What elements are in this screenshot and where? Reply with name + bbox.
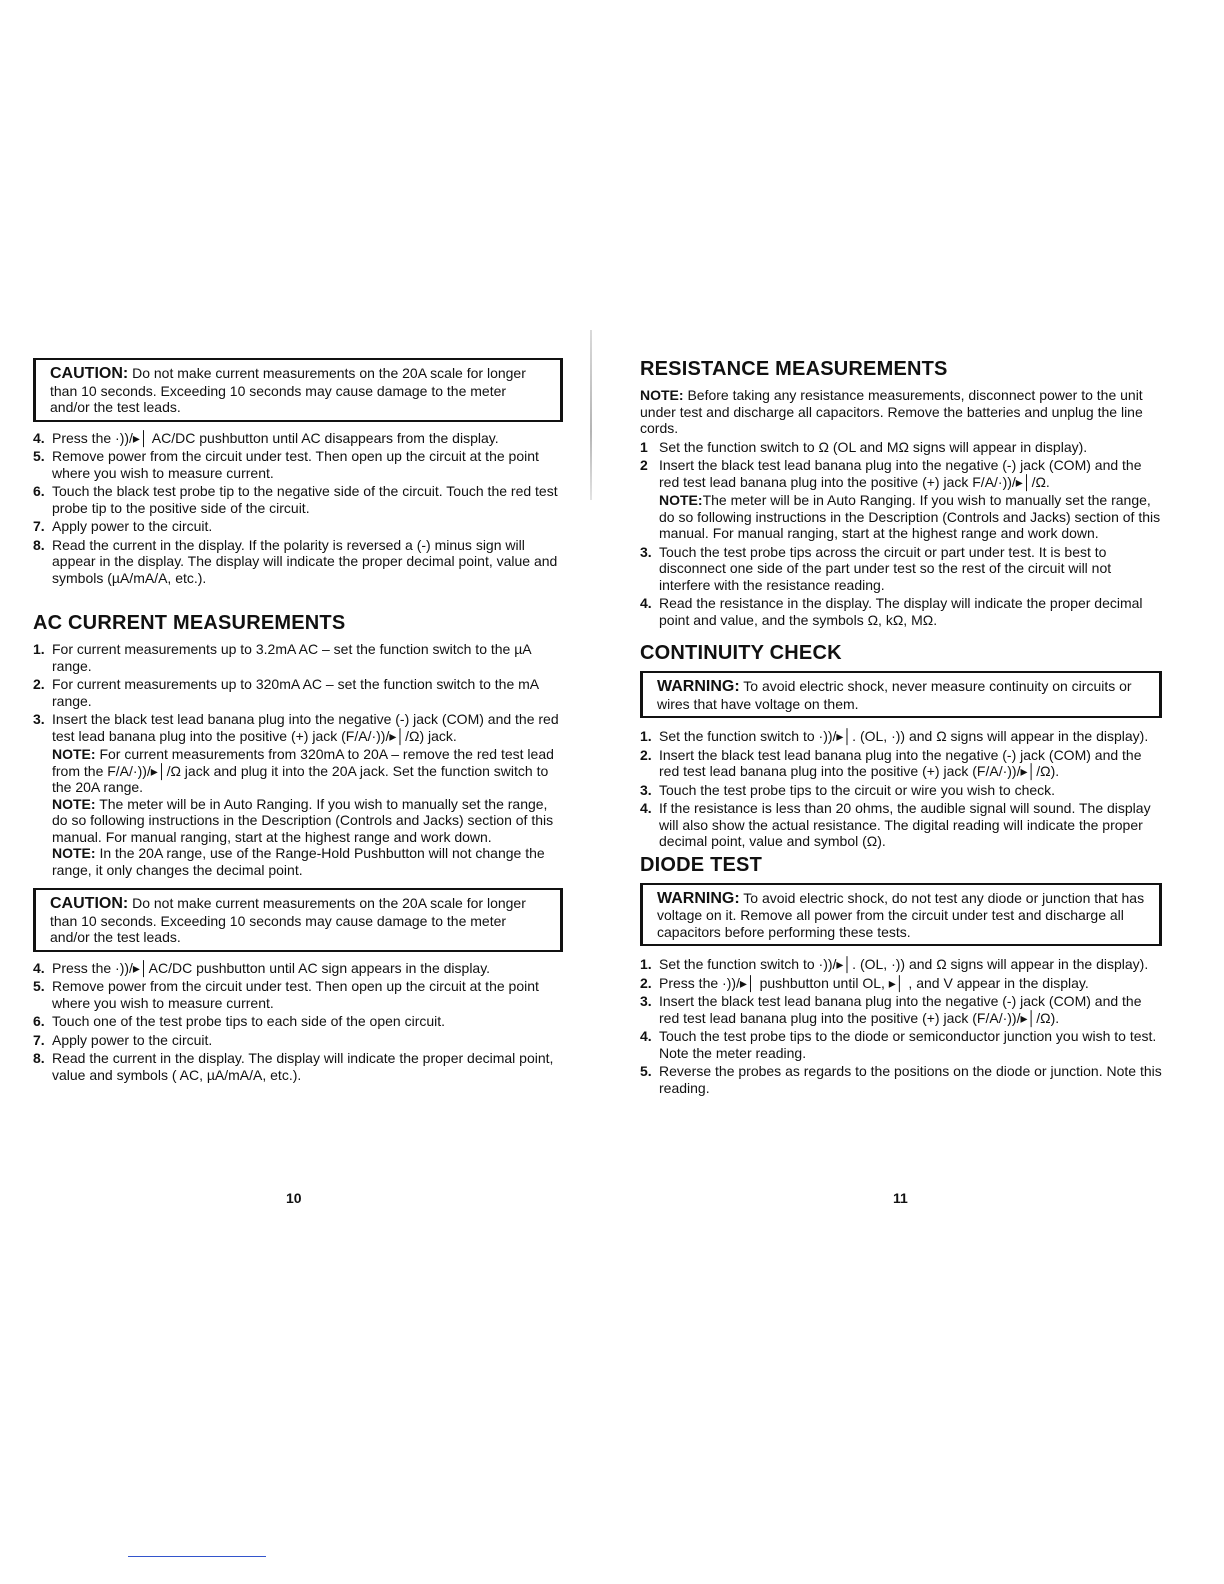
step-text: Insert the black test lead banana plug into the negative (-) jack (COM) and the red test lead banana plug into the positive (+) jack F/A/·))/▸│/Ω. — [659, 457, 1142, 490]
step-text: Touch one of the test probe tips to each side of the open circuit. — [52, 1013, 446, 1029]
step-item — [33, 1013, 563, 1030]
step-item — [640, 800, 1162, 850]
step-text: Touch the black test probe tip to the negative side of the circuit. Touch the red test probe tip to the positive side of the circuit. — [52, 483, 558, 516]
step-number: 3. — [640, 781, 652, 798]
step-number: 3. — [33, 711, 45, 727]
note-paragraph — [52, 796, 563, 846]
step-number: 6. — [33, 1013, 45, 1029]
step-text: Press the ·))/▸│ pushbutton until OL, ▸│ , and V appear in the display. — [659, 974, 1089, 991]
step-number: 1. — [640, 728, 652, 744]
step-item — [33, 537, 563, 587]
step-text: Set the function switch to Ω (OL and MΩ signs will appear in display). — [659, 438, 1088, 455]
caution-text: Do not make current measurements on the 20A scale for longer than 10 seconds. Exceeding 10 seconds may cause damage to the meter and/or the test leads. — [50, 365, 526, 415]
note-text: For current measurements from 320mA to 20A – remove the red test lead from the F/A/·))/▸│/Ω jack and plug it into the 20A jack. Set the function switch to the 20A range. — [52, 746, 554, 795]
step-item — [640, 975, 1162, 992]
note-label: NOTE: — [640, 387, 684, 403]
caution-text: Do not make current measurements on the 20A scale for longer than 10 seconds. Exceeding 10 seconds may cause damage to the meter and/or the test leads. — [50, 895, 526, 945]
resistance-steps-list — [640, 439, 1162, 491]
note-text: In the 20A range, use of the Range-Hold Pushbutton will not change the range, it only changes the decimal point. — [52, 845, 545, 878]
step-item — [640, 1028, 1162, 1061]
resistance-note — [640, 387, 1162, 437]
step-text: Press the ·))/▸│AC/DC pushbutton until AC sign appears in the display. — [52, 959, 491, 976]
step-item — [33, 448, 563, 481]
step-text: For current measurements up to 3.2mA AC – set the function switch to the µA range. — [52, 641, 531, 674]
step-text: Read the current in the display. If the polarity is reversed a (-) minus sign will appear in the display. The display will indicate the proper decimal point, value and symbols (µA/mA/A, etc.). — [52, 536, 558, 586]
step-text: Remove power from the circuit under test. Then open up the circuit at the point where you wish to measure current. — [52, 448, 539, 481]
caution-label: CAUTION: — [50, 895, 129, 912]
warning-text: To avoid electric shock, do not test any diode or junction that has voltage on it. Remove all power from the circuit under test and discharge all capacitors before performing these tests. — [657, 889, 1145, 940]
warning-label: WARNING: — [657, 889, 740, 907]
note-text: The meter will be in Auto Ranging. If you wish to manually set the range, do so following instructions in the Description (Controls and Jacks) section of this manual. For manual ranging, start at the highest range and work down. — [52, 795, 554, 845]
step-item — [640, 439, 1162, 456]
ac-current-title: AC CURRENT MEASUREMENTS — [33, 612, 346, 634]
step-item — [33, 641, 563, 674]
step-text: If the resistance is less than 20 ohms, the audible signal will sound. The display will also show the actual resistance. The digital reading will indicate the proper decimal point, value and symbol (Ω). — [659, 800, 1151, 849]
diode-title: DIODE TEST — [640, 853, 763, 876]
step-number: 2. — [33, 676, 45, 692]
step-item — [33, 1050, 563, 1083]
ac-notes — [33, 746, 563, 878]
step-number: 4. — [640, 800, 652, 816]
ac-steps-list-2 — [33, 960, 563, 1084]
step-item — [640, 544, 1162, 594]
step-text: Reverse the probes as regards to the positions on the diode or junction. Note this reading. — [659, 1063, 1162, 1096]
step-item — [33, 1032, 563, 1049]
note-text: Before taking any resistance measurements, disconnect power to the unit under test and discharge all capacitors. Remove the batteries and unplug the line cords. — [640, 387, 1143, 436]
page-fold-shadow — [590, 330, 592, 500]
step-text: Remove power from the circuit under test. Then open up the circuit at the point where you wish to measure current. — [52, 978, 539, 1011]
note-text: The meter will be in Auto Ranging. If you wish to manually set the range, do so following instructions in the Description (Controls and Jacks) section of this manual. For manual ranging, start at the highest range and work down. — [659, 492, 1161, 541]
bottom-rule — [128, 1556, 266, 1557]
diode-steps-list — [640, 956, 1162, 1096]
step-number: 5. — [640, 1063, 652, 1079]
step-number: 1. — [33, 641, 45, 657]
step-item — [33, 978, 563, 1011]
caution-box-2 — [33, 888, 563, 952]
step-text: Touch the test probe tips to the circuit or wire you wish to check. — [659, 781, 1056, 798]
step-number: 2. — [640, 974, 652, 991]
note-label: NOTE: — [659, 492, 703, 508]
continuity-title: CONTINUITY CHECK — [640, 642, 842, 664]
step-number: 2 — [640, 457, 648, 473]
step-text: Insert the black test lead banana plug into the negative (-) jack (COM) and the red test lead banana plug into the positive (+) jack (F/A/·))/▸│/Ω). — [659, 993, 1142, 1026]
step-text: Read the resistance in the display. The display will indicate the proper decimal point and value, and the symbols Ω, kΩ, MΩ. — [659, 595, 1143, 628]
resistance-inner-note — [640, 492, 1162, 542]
step-item — [33, 711, 563, 744]
step-text: Set the function switch to ·))/▸│. (OL, ·)) and Ω signs will appear in the display). — [659, 728, 1149, 744]
page-number-right: 11 — [893, 1190, 908, 1206]
caution-label: CAUTION: — [50, 365, 129, 382]
step-item — [640, 782, 1162, 799]
resistance-steps-list-b — [640, 544, 1162, 629]
step-number: 8. — [33, 536, 45, 553]
step-item — [640, 728, 1162, 745]
step-number: 4. — [640, 1028, 652, 1044]
step-number: 7. — [33, 518, 45, 534]
resistance-title: RESISTANCE MEASUREMENTS — [640, 358, 948, 380]
step-number: 1 — [640, 438, 648, 455]
step-item — [33, 960, 563, 977]
step-number: 4. — [33, 959, 45, 976]
step-text: Set the function switch to ·))/▸│. (OL, ·)) and Ω signs will appear in the display). — [659, 956, 1149, 972]
step-item — [33, 483, 563, 516]
step-item — [640, 595, 1162, 628]
step-number: 5. — [33, 448, 45, 464]
ac-steps-list — [33, 641, 563, 744]
step-number: 1. — [640, 956, 652, 972]
step-item — [640, 457, 1162, 490]
step-number: 7. — [33, 1031, 45, 1048]
note-label: NOTE: — [52, 795, 96, 812]
dc-steps-list — [33, 430, 563, 587]
step-item — [33, 430, 563, 447]
step-text: For current measurements up to 320mA AC – set the function switch to the mA range. — [52, 676, 539, 709]
warning-box-continuity — [640, 671, 1162, 718]
step-number: 6. — [33, 483, 45, 499]
step-text: Apply power to the circuit. — [52, 1031, 213, 1048]
step-item — [33, 518, 563, 535]
continuity-steps-list — [640, 728, 1162, 850]
step-number: 3. — [640, 993, 652, 1009]
step-text: Touch the test probe tips to the diode or semiconductor junction you wish to test. Note the meter reading. — [659, 1028, 1157, 1061]
step-number: 2. — [640, 746, 652, 763]
note-paragraph — [52, 845, 563, 878]
step-number: 8. — [33, 1050, 45, 1066]
caution-box-1 — [33, 358, 563, 422]
page-number-left: 10 — [286, 1190, 302, 1206]
warning-label: WARNING: — [657, 678, 740, 695]
step-text: Read the current in the display. The display will indicate the proper decimal point, value and symbols ( AC, µA/mA/A, etc.). — [52, 1050, 554, 1083]
note-label: NOTE: — [52, 746, 96, 762]
step-item — [640, 747, 1162, 780]
step-text: Touch the test probe tips across the circuit or part under test. It is best to disconnect one side of the part under test so the rest of the circuit will not interfere with the resistance reading. — [659, 543, 1112, 593]
left-page — [33, 358, 563, 1085]
step-item — [640, 956, 1162, 973]
note-paragraph — [52, 746, 563, 796]
warning-text: To avoid electric shock, never measure continuity on circuits or wires that have voltage on them. — [657, 678, 1132, 712]
step-item — [640, 1063, 1162, 1096]
note-label: NOTE: — [52, 845, 96, 861]
step-text: Apply power to the circuit. — [52, 518, 213, 534]
step-number: 5. — [33, 978, 45, 994]
step-text: Insert the black test lead banana plug into the negative (-) jack (COM) and the red test lead banana plug into the positive (+) jack (F/A/·))/▸│/Ω) jack. — [52, 711, 559, 744]
step-number: 4. — [33, 429, 45, 446]
step-number: 4. — [640, 595, 652, 611]
step-number: 3. — [640, 543, 652, 560]
right-page — [640, 358, 1162, 1098]
step-text: Press the ·))/▸│ AC/DC pushbutton until AC disappears from the display. — [52, 429, 499, 446]
step-item — [640, 993, 1162, 1026]
step-text: Insert the black test lead banana plug into the negative (-) jack (COM) and the red test lead banana plug into the positive (+) jack (F/A/·))/▸│/Ω). — [659, 746, 1142, 779]
warning-box-diode — [640, 883, 1162, 947]
step-item — [33, 676, 563, 709]
